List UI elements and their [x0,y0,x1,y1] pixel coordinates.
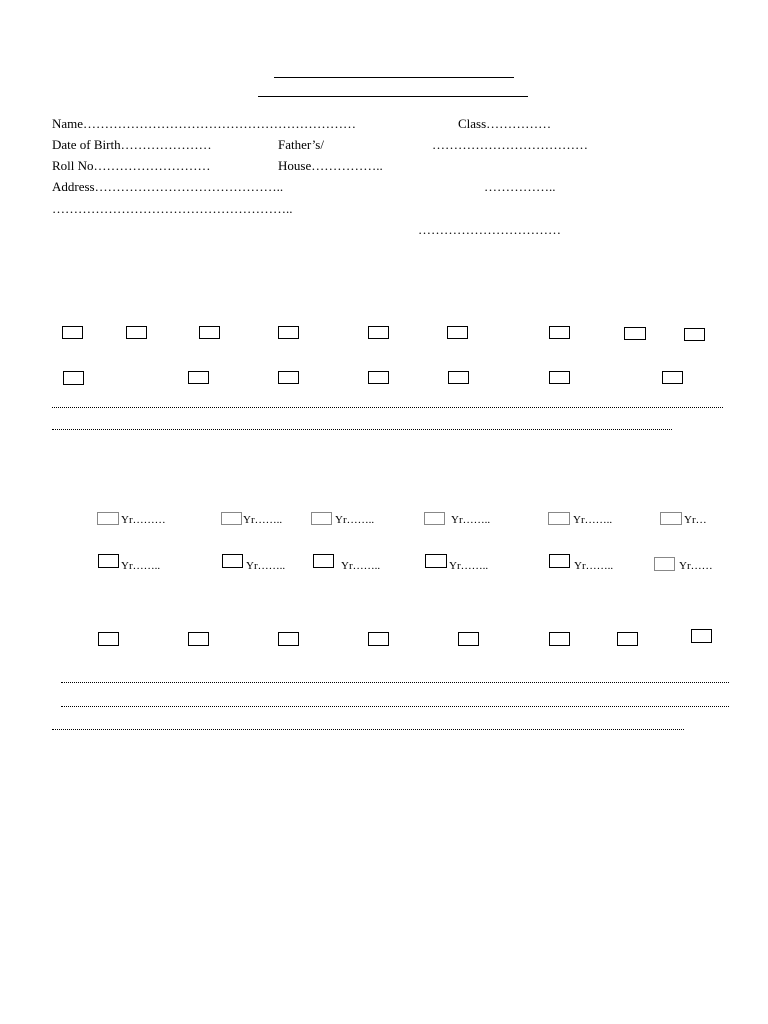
dob-field: Date of Birth………………… [52,137,212,152]
year-checkbox[interactable] [424,512,445,525]
checkbox[interactable] [278,371,299,384]
dotted-line [61,706,729,707]
checkbox[interactable] [278,326,299,339]
year-label: Yr…….. [341,560,381,572]
checkbox[interactable] [368,632,389,646]
extra-dots-field: …………………………… [418,222,561,237]
year-label: Yr…….. [449,560,489,572]
checkbox[interactable] [624,327,646,340]
checkbox[interactable] [62,326,83,339]
address-field: Address…………………………………….. [52,179,284,194]
dotted-line [61,682,729,683]
checkbox[interactable] [63,371,84,385]
checkbox[interactable] [684,328,705,341]
year-label: Yr… [684,514,707,526]
year-checkbox[interactable] [222,554,243,568]
dotted-line [52,407,723,408]
year-checkbox[interactable] [549,554,570,568]
year-label: Yr…… [679,560,713,572]
year-label: Yr…….. [574,560,614,572]
year-label: Yr…….. [246,560,286,572]
name-field: Name……………………………………………………… [52,116,357,131]
year-checkbox[interactable] [660,512,682,525]
class-field: Class…………… [458,116,552,131]
checkbox[interactable] [447,326,468,339]
year-checkbox[interactable] [654,557,675,571]
year-label: Yr…….. [335,514,375,526]
year-checkbox[interactable] [313,554,334,568]
checkbox[interactable] [458,632,479,646]
year-checkbox[interactable] [97,512,119,525]
checkbox[interactable] [368,326,389,339]
address-line-2: ……………………………………………….. [52,201,293,216]
title-line-2 [258,96,528,97]
year-label: Yr……… [121,514,166,526]
checkbox[interactable] [368,371,389,384]
year-label: Yr…….. [451,514,491,526]
checkbox[interactable] [98,632,119,646]
dotted-line [52,729,684,730]
checkbox[interactable] [549,326,570,339]
checkbox[interactable] [617,632,638,646]
dotted-line [52,429,672,430]
address-right-dots: …………….. [484,179,556,194]
year-checkbox[interactable] [98,554,119,568]
checkbox[interactable] [188,632,209,646]
year-checkbox[interactable] [311,512,332,525]
checkbox[interactable] [278,632,299,646]
checkbox[interactable] [549,632,570,646]
checkbox[interactable] [691,629,712,643]
title-line-1 [274,77,514,78]
checkbox[interactable] [549,371,570,384]
checkbox[interactable] [662,371,683,384]
year-label: Yr…….. [573,514,613,526]
year-label: Yr…….. [121,560,161,572]
checkbox[interactable] [448,371,469,384]
father-field-dots: ……………………………… [432,137,588,152]
year-checkbox[interactable] [425,554,447,568]
father-field-label: Father’s/ [278,137,324,152]
year-checkbox[interactable] [221,512,242,525]
checkbox[interactable] [199,326,220,339]
roll-no-field: Roll No……………………… [52,158,211,173]
checkbox[interactable] [188,371,209,384]
house-field: House…………….. [278,158,383,173]
year-checkbox[interactable] [548,512,570,525]
checkbox[interactable] [126,326,147,339]
year-label: Yr…….. [243,514,283,526]
